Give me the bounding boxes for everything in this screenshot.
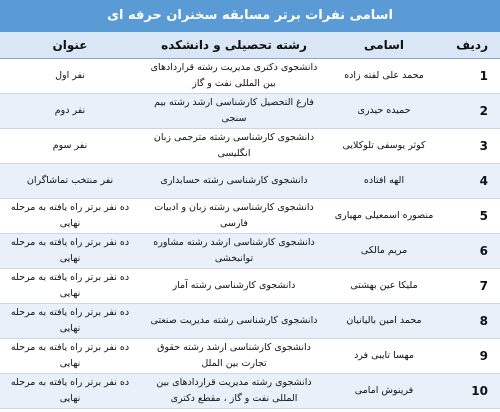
row-rank: نفر دوم xyxy=(0,94,140,129)
table-row xyxy=(0,199,500,234)
row-index: 5 xyxy=(440,199,500,234)
row-field: دانشجوی کارشناسی رشته مدیریت صنعتی xyxy=(140,304,328,339)
row-field: فارغ التحصیل کارشناسی ارشد رشته بیم سنجی xyxy=(140,94,328,129)
row-rank: ده نفر برتر راه یافته به مرحله نهایی xyxy=(0,269,140,304)
table-row xyxy=(0,339,500,374)
row-name: محمد امین بالیانیان xyxy=(328,304,440,339)
row-index: 1 xyxy=(440,59,500,94)
row-name: حمیده حیدری xyxy=(328,94,440,129)
row-rank: ده نفر برتر راه یافته به مرحله نهایی xyxy=(0,374,140,409)
row-rank: نفر منتخب تماشاگران xyxy=(0,164,140,199)
table-row xyxy=(0,59,500,94)
row-name: ملیکا عین بهشتی xyxy=(328,269,440,304)
row-name: محمد علی لفته زاده xyxy=(328,59,440,94)
row-rank: ده نفر برتر راه یافته به مرحله نهایی xyxy=(0,339,140,374)
row-index: 8 xyxy=(440,304,500,339)
row-rank: ده نفر برتر راه یافته به مرحله نهایی xyxy=(0,199,140,234)
row-index: 4 xyxy=(440,164,500,199)
header-index: ردیف xyxy=(440,32,500,59)
table-row xyxy=(0,234,500,269)
row-field: دانشجوی رشته مدیریت قراردادهای بین المللی نفت و گاز ، مقطع دکتری xyxy=(140,374,328,409)
row-index: 3 xyxy=(440,129,500,164)
row-field: دانشجوی کارشناسی رشته حسابداری xyxy=(140,164,328,199)
header-row xyxy=(0,32,500,59)
table-title: اسامی نفرات برتر مسابقه سخنران حرفه ای xyxy=(0,0,500,32)
table-row xyxy=(0,269,500,304)
header-field: رشته تحصیلی و دانشکده xyxy=(140,32,328,59)
table-row xyxy=(0,94,500,129)
table-row xyxy=(0,164,500,199)
row-index: 7 xyxy=(440,269,500,304)
table-row xyxy=(0,374,500,409)
row-name: الهه افتاده xyxy=(328,164,440,199)
row-index: 6 xyxy=(440,234,500,269)
row-rank: ده نفر برتر راه یافته به مرحله نهایی xyxy=(0,234,140,269)
row-field: دانشجوی کارشناسی ارشد رشته حقوق تجارت بین الملل xyxy=(140,339,328,374)
row-field: دانشجوی کارشناسی رشته مترجمی زبان انگلیسی xyxy=(140,129,328,164)
header-rank: عنوان xyxy=(0,32,140,59)
winners-table xyxy=(0,32,500,409)
row-name: فرینوش امامی xyxy=(328,374,440,409)
row-field: دانشجوی کارشناسی ارشد رشته مشاوره توانبخشی xyxy=(140,234,328,269)
row-name: مریم مالکی xyxy=(328,234,440,269)
row-rank: نفر اول xyxy=(0,59,140,94)
table-row xyxy=(0,304,500,339)
row-index: 2 xyxy=(440,94,500,129)
row-field: دانشجوی کارشناسی رشته آمار xyxy=(140,269,328,304)
row-index: 9 xyxy=(440,339,500,374)
row-field: دانشجوی کارشناسی رشته زبان و ادبیات فارسی xyxy=(140,199,328,234)
header-name: اسامی xyxy=(328,32,440,59)
row-name: منصوره اسمعیلی مهیاری xyxy=(328,199,440,234)
row-rank: نفر سوم xyxy=(0,129,140,164)
row-index: 10 xyxy=(440,374,500,409)
table-row xyxy=(0,129,500,164)
row-field: دانشجوی دکتری مدیریت رشته قراردادهای بین المللی نفت و گاز xyxy=(140,59,328,94)
row-name: کوثر یوسفی تلوکلایی xyxy=(328,129,440,164)
row-name: مهسا تایبی فرد xyxy=(328,339,440,374)
row-rank: ده نفر برتر راه یافته به مرحله نهایی xyxy=(0,304,140,339)
